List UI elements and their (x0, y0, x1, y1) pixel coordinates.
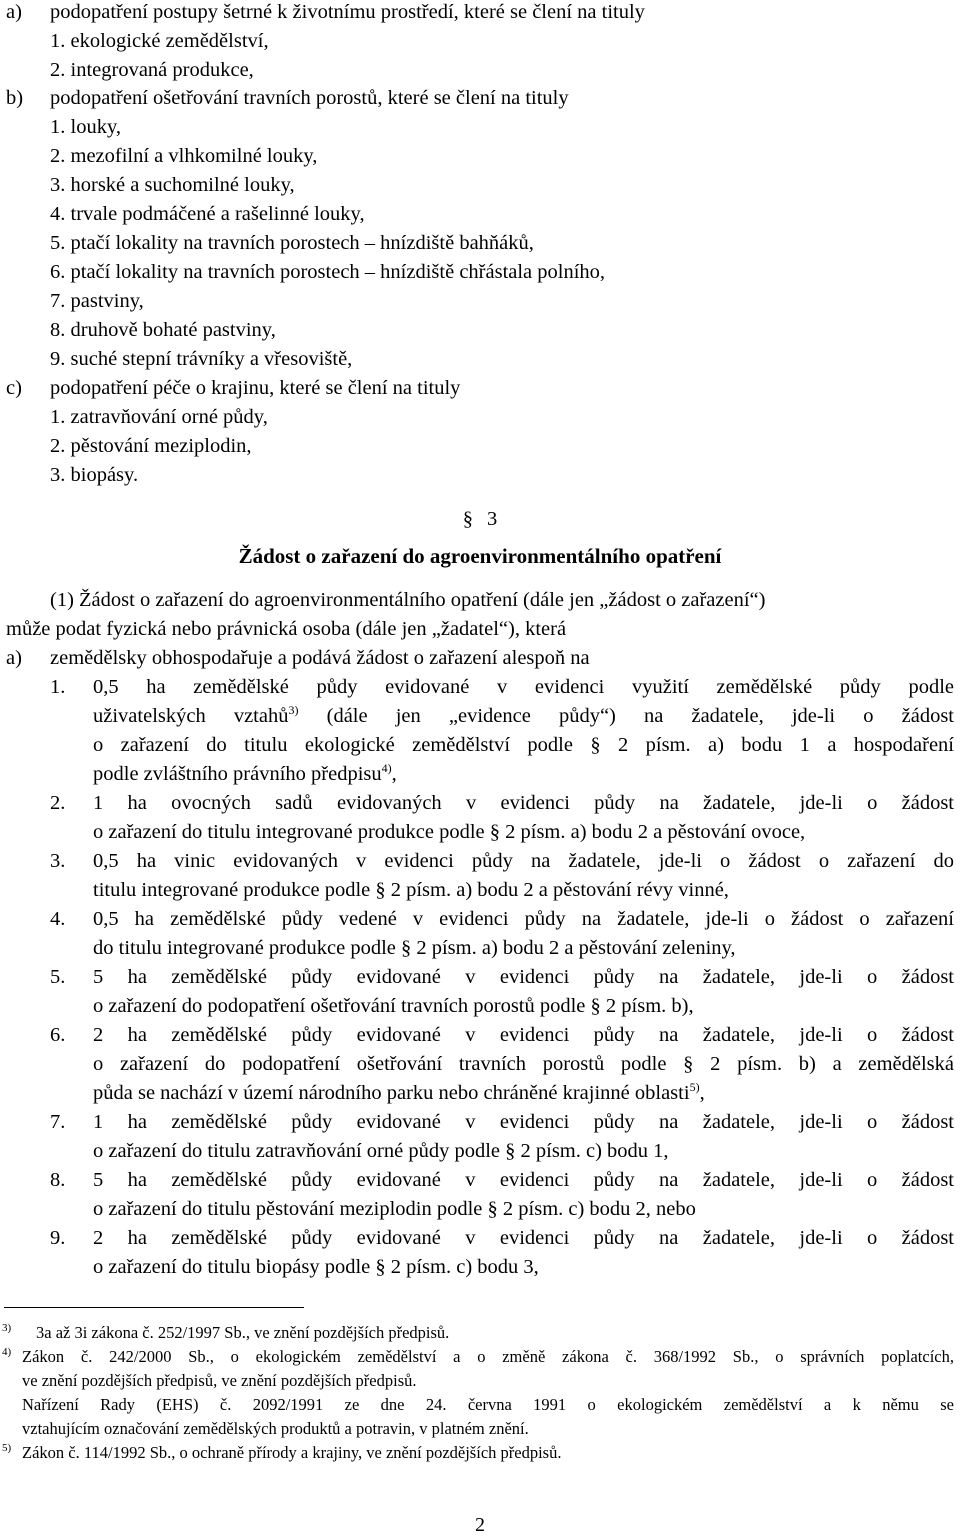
page-number: 2 (475, 1514, 485, 1536)
condition-number: 6. (50, 1024, 66, 1046)
condition-number: 5. (50, 966, 66, 988)
condition-number: 7. (50, 1111, 66, 1133)
footnote-mark: 3) (2, 1322, 12, 1334)
condition-line: 2 ha zemědělské půdy evidované v evidenci půdy na žadatele, jde-li o žádost (93, 1024, 954, 1046)
footnote-line: Nařízení Rady (EHS) č. 2092/1991 ze dne 24. června 1991 o ekologickém zemědělství a k němu se (22, 1395, 954, 1414)
para1-a-text: zemědělsky obhospodařuje a podává žádost o zařazení alespoň na (50, 647, 590, 669)
subsection-b-item-8: 8. druhově bohaté pastviny, (50, 319, 276, 341)
subsection-a-item-2: 2. integrovaná produkce, (50, 59, 254, 81)
footnote-mark: 5) (2, 1442, 12, 1454)
subsection-b-item-5: 5. ptačí lokality na travních porostech – hnízdiště bahňáků, (50, 232, 534, 254)
footnote-reference: 4) (381, 761, 392, 775)
condition-line: o zařazení do podopatření ošetřování travních porostů podle § 2 písm. b) a zemědělská (93, 1053, 954, 1075)
subsection-a-item-1: 1. ekologické zemědělství, (50, 30, 269, 52)
subsection-b-item-6: 6. ptačí lokality na travních porostech – hnízdiště chřástala polního, (50, 261, 606, 283)
condition-line: do titulu integrované produkce podle § 2 písm. a) bodu 2 a pěstování zeleniny, (93, 937, 736, 959)
subsection-c-label: c) (6, 377, 22, 399)
section-number-value: 3 (487, 508, 498, 530)
subsection-b-item-9: 9. suché stepní trávníky a vřesoviště, (50, 348, 353, 370)
subsection-b-item-7: 7. pastviny, (50, 290, 144, 312)
condition-number: 9. (50, 1227, 66, 1249)
condition-number: 8. (50, 1169, 66, 1191)
footnote-line: Zákon č. 242/2000 Sb., o ekologickém zemědělství a o změně zákona č. 368/1992 Sb., o správních poplatcích, (22, 1347, 954, 1366)
condition-line: 5 ha zemědělské půdy evidované v evidenci půdy na žadatele, jde-li o žádost (93, 1169, 954, 1191)
condition-number: 4. (50, 908, 66, 930)
section-sign: § (462, 508, 473, 530)
footnote-rule (4, 1307, 304, 1308)
condition-line: o zařazení do titulu zatravňování orné půdy podle § 2 písm. c) bodu 1, (93, 1140, 669, 1162)
condition-number: 2. (50, 792, 66, 814)
para1-line1: (1) Žádost o zařazení do agroenvironmentálního opatření (dále jen „žádost o zařazení“) (50, 589, 766, 611)
condition-line: o zařazení do podopatření ošetřování travních porostů podle § 2 písm. b), (93, 995, 694, 1017)
footnote-line: vztahujícím označování zemědělských produktů a potravin, v platném znění. (22, 1419, 529, 1438)
subsection-b-intro: podopatření ošetřování travních porostů, které se člení na tituly (50, 87, 569, 109)
section-title: Žádost o zařazení do agroenvironmentálního opatření (238, 544, 722, 568)
condition-line: o zařazení do titulu integrované produkce podle § 2 písm. a) bodu 2 a pěstování ovoce, (93, 821, 806, 843)
subsection-c-intro: podopatření péče o krajinu, které se člení na tituly (50, 377, 461, 399)
condition-line: 0,5 ha vinic evidovaných v evidenci půdy na žadatele, jde-li o žádost o zařazení do (93, 850, 954, 872)
condition-line: 5 ha zemědělské půdy evidované v evidenci půdy na žadatele, jde-li o žádost (93, 966, 954, 988)
para1-a-label: a) (6, 647, 22, 669)
subsection-a-label: a) (6, 1, 22, 23)
section-number (0, 505, 960, 534)
subsection-b-item-4: 4. trvale podmáčené a rašelinné louky, (50, 203, 365, 225)
condition-number: 1. (50, 676, 66, 698)
condition-line: půda se nachází v území národního parku nebo chráněné krajinné oblasti$^{5)}$, (93, 1080, 705, 1104)
condition-line: o zařazení do titulu pěstování meziplodin podle § 2 písm. c) bodu 2, nebo (93, 1198, 696, 1220)
condition-line: uživatelských vztahů$^{3)}$ (dále jen „evidence půdy“) na žadatele, jde-li o žádost (93, 703, 954, 727)
footnote-line: Zákon č. 114/1992 Sb., o ochraně přírody a krajiny, ve znění pozdějších předpisů. (22, 1443, 562, 1462)
subsection-b-item-3: 3. horské a suchomilné louky, (50, 174, 295, 196)
condition-number: 3. (50, 850, 66, 872)
footnote-line: ve znění pozdějších předpisů, ve znění pozdějších předpisů. (22, 1371, 417, 1390)
footnote-line: 3a až 3i zákona č. 252/1997 Sb., ve znění pozdějších předpisů. (36, 1323, 450, 1342)
footnote-mark: 4) (2, 1346, 12, 1358)
subsection-a-intro: podopatření postupy šetrné k životnímu prostředí, které se člení na tituly (50, 1, 645, 23)
condition-line: 1 ha ovocných sadů evidovaných v evidenci půdy na žadatele, jde-li o žádost (93, 792, 954, 814)
para1-line2: může podat fyzická nebo právnická osoba (dále jen „žadatel“), která (6, 618, 567, 640)
subsection-c-item-1: 1. zatravňování orné půdy, (50, 406, 268, 428)
footnote-reference: 3) (288, 703, 299, 717)
condition-line: 2 ha zemědělské půdy evidované v evidenci půdy na žadatele, jde-li o žádost (93, 1227, 954, 1249)
condition-line: 1 ha zemědělské půdy evidované v evidenci půdy na žadatele, jde-li o žádost (93, 1111, 954, 1133)
footnote-reference: 5) (689, 1080, 700, 1094)
condition-line: o zařazení do titulu biopásy podle § 2 písm. c) bodu 3, (93, 1256, 539, 1278)
condition-line: o zařazení do titulu ekologické zemědělství podle § 2 písm. a) bodu 1 a hospodaření (93, 734, 954, 756)
subsection-b-label: b) (6, 87, 24, 109)
subsection-b-item-1: 1. louky, (50, 116, 121, 138)
condition-line: titulu integrované produkce podle § 2 písm. a) bodu 2 a pěstování révy vinné, (93, 879, 729, 901)
subsection-b-item-2: 2. mezofilní a vlhkomilné louky, (50, 145, 318, 167)
condition-line: podle zvláštního právního předpisu$^{4)}$, (93, 761, 397, 785)
condition-line: 0,5 ha zemědělské půdy vedené v evidenci půdy na žadatele, jde-li o žádost o zařazení (93, 908, 954, 930)
subsection-c-item-3: 3. biopásy. (50, 464, 139, 486)
condition-line: 0,5 ha zemědělské půdy evidované v evidenci využití zemědělské půdy podle (93, 676, 954, 698)
subsection-c-item-2: 2. pěstování meziplodin, (50, 435, 252, 457)
